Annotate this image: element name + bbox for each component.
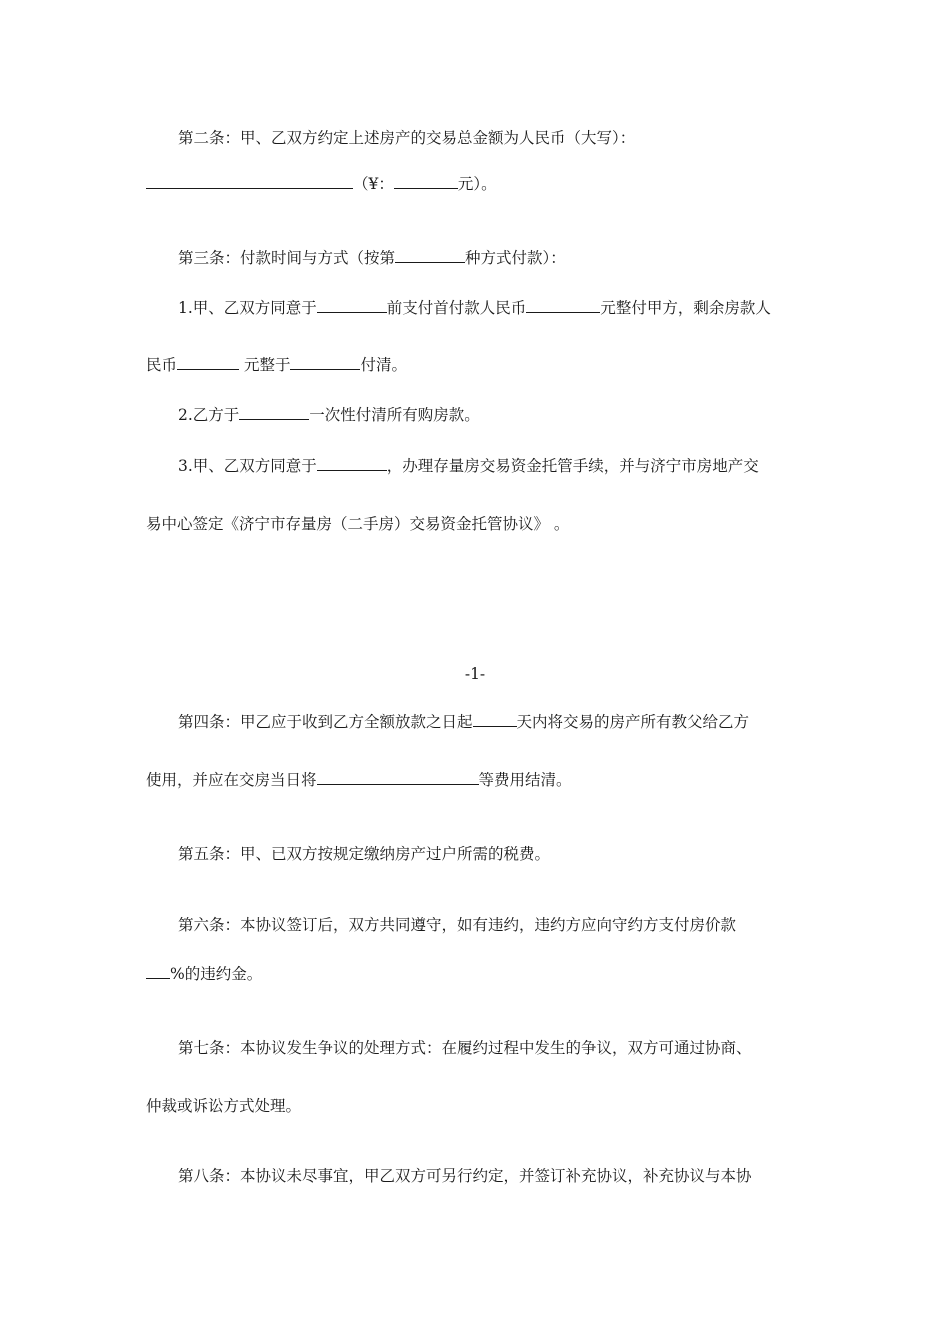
article-4-text-c: 使用，并应在交房当日将 bbox=[146, 771, 317, 789]
article-8-line-1 bbox=[178, 1166, 752, 1186]
total-amount-number-blank[interactable] bbox=[394, 174, 458, 189]
item-1-text-b: 前支付首付款人民币 bbox=[386, 299, 527, 317]
handover-days-blank[interactable] bbox=[473, 712, 517, 727]
fees-blank[interactable] bbox=[317, 770, 479, 785]
article-2-line-2 bbox=[146, 174, 497, 194]
payment-method-blank[interactable] bbox=[395, 248, 465, 263]
remaining-payment-date-blank[interactable] bbox=[290, 355, 360, 370]
item-2-text-a: 2.乙方于 bbox=[178, 406, 240, 424]
article-5-text: 第五条：甲、已双方按规定缴纳房产过户所需的税费。 bbox=[178, 845, 551, 863]
item-1-text-e: 元整于 bbox=[239, 356, 291, 374]
item-1-text-c: 元整付甲方，剩余房款人 bbox=[600, 299, 771, 317]
penalty-percent-blank[interactable] bbox=[146, 964, 170, 979]
article-3-heading bbox=[178, 248, 566, 268]
item-3-text-c: 易中心签定《济宁市存量房（二手房）交易资金托管协议》 。 bbox=[146, 515, 570, 533]
article-4-text-a: 第四条：甲乙应于收到乙方全额放款之日起 bbox=[178, 713, 473, 731]
item-1-line-1 bbox=[178, 298, 771, 318]
article-4-line-1 bbox=[178, 712, 749, 732]
article-4-line-2 bbox=[146, 770, 572, 790]
item-1-text-a: 1.甲、乙双方同意于 bbox=[178, 299, 317, 317]
article-7-text-b: 仲裁或诉讼方式处理。 bbox=[146, 1097, 302, 1115]
article-3-text-b: 种方式付款）： bbox=[465, 249, 566, 267]
item-3-text-a: 3.甲、乙双方同意于 bbox=[178, 457, 317, 475]
item-1-text-f: 付清。 bbox=[360, 356, 407, 374]
amount-yuan-prefix: （¥： bbox=[353, 175, 394, 193]
full-payment-date-blank[interactable] bbox=[239, 405, 309, 420]
remaining-amount-blank[interactable] bbox=[177, 355, 239, 370]
article-7-line-2 bbox=[146, 1096, 301, 1116]
article-4-text-d: 等费用结清。 bbox=[478, 771, 572, 789]
amount-yuan-suffix: 元）。 bbox=[457, 175, 497, 193]
article-3-text-a: 第三条：付款时间与方式（按第 bbox=[178, 249, 396, 267]
article-4-text-b: 天内将交易的房产所有教父给乙方 bbox=[516, 713, 750, 731]
article-8-text-a: 第八条：本协议未尽事宜，甲乙双方可另行约定，并签订补充协议，补充协议与本协 bbox=[178, 1167, 752, 1185]
article-6-line-1 bbox=[178, 915, 736, 935]
down-payment-amount-blank[interactable] bbox=[526, 298, 600, 313]
escrow-date-blank[interactable] bbox=[317, 456, 387, 471]
item-2-text-b: 一次性付清所有购房款。 bbox=[309, 406, 480, 424]
item-2-line bbox=[178, 405, 480, 425]
down-payment-date-blank[interactable] bbox=[317, 298, 387, 313]
article-6-text-b: %的违约金。 bbox=[170, 965, 263, 983]
item-1-text-d: 民币 bbox=[146, 356, 178, 374]
item-3-line-1 bbox=[178, 456, 759, 476]
total-amount-words-blank[interactable] bbox=[146, 174, 353, 189]
item-3-text-b: ，办理存量房交易资金托管手续，并与济宁市房地产交 bbox=[386, 457, 759, 475]
page-number: -1- bbox=[464, 665, 486, 683]
article-7-line-1 bbox=[178, 1038, 752, 1058]
article-6-line-2 bbox=[146, 964, 262, 984]
article-2-text: 第二条：甲、乙双方约定上述房产的交易总金额为人民币（大写）： bbox=[178, 129, 636, 147]
article-5-line bbox=[178, 844, 550, 864]
item-1-line-2 bbox=[146, 355, 407, 375]
article-2-line-1 bbox=[178, 128, 635, 148]
article-6-text-a: 第六条：本协议签订后，双方共同遵守，如有违约，违约方应向守约方支付房价款 bbox=[178, 916, 737, 934]
item-3-line-2 bbox=[146, 514, 569, 534]
article-7-text-a: 第七条：本协议发生争议的处理方式：在履约过程中发生的争议，双方可通过协商、 bbox=[178, 1039, 752, 1057]
